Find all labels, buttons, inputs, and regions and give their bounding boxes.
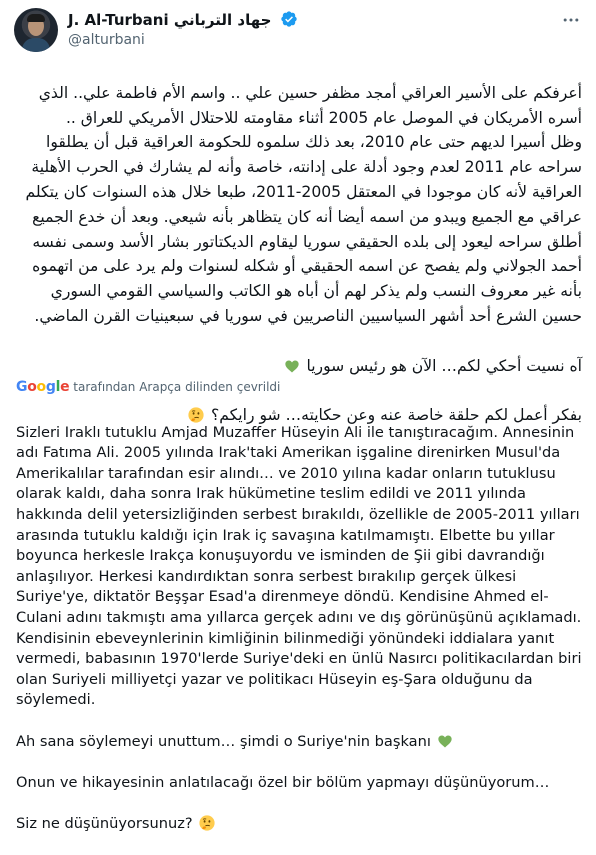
turkish-line-forgot <box>16 732 582 753</box>
avatar-hair <box>27 14 45 22</box>
turkish-line-forgot-text: Ah sana söylemeyi unuttum… şimdi o Suriye'nin başkanı <box>16 732 431 750</box>
google-logo: Google <box>16 379 70 395</box>
translation-label: tarafından Arapça dilinden çevrildi <box>73 380 281 394</box>
thinking-face-icon <box>199 815 215 831</box>
display-name-row[interactable] <box>68 10 298 29</box>
verified-badge-icon <box>280 10 298 28</box>
more-horizontal-icon[interactable] <box>560 10 582 28</box>
arabic-line-think-text: بفكر أعمل لكم حلقة خاصة عنه وعن حكايته… شو رايكم؟ <box>211 406 582 425</box>
turkish-line-episode: Onun ve hikayesinin anlatılacağı özel bir bölüm yapmayı düşünüyorum… <box>16 773 550 791</box>
user-handle[interactable]: @alturbani <box>68 32 145 48</box>
more-dots-icon <box>561 10 581 30</box>
green-heart-icon <box>285 360 299 373</box>
tweet-text-translation <box>16 402 582 855</box>
avatar[interactable] <box>14 8 58 52</box>
tweet-header <box>14 6 582 52</box>
turkish-line-think <box>16 814 582 835</box>
avatar-shirt <box>22 38 50 52</box>
translation-attribution[interactable] <box>16 379 280 395</box>
arabic-line-forgot <box>14 354 582 379</box>
green-heart-icon <box>438 735 452 748</box>
arabic-line-forgot-text: آه نسيت أحكي لكم… الآن هو رئيس سوريا <box>306 356 582 375</box>
turkish-paragraph: Sizleri Iraklı tutuklu Amjad Muzaffer Hüseyin Ali ile tanıştıracağım. Annesinin adı Fatıma Ali. 2005 yılında Irak'taki Amerikan işgaline direnirken Musul'da Amerikalılar tarafından esir alındı… ve 2010 yılına kadar onların tutuklusu olarak kaldı, daha sonra Irak hükümetine teslim edildi ve 2011 yılında hakkında delil yetersizliğinden serbest bırakıldı, özellikle de 2005-2011 yılları arasında tutuklu kaldığı için Irak iç savaşına katılmamıştı. Elbette bu yıllar boyunca herkesle Irakça konuşuyordu ve isminden de Şii gibi davrandığı anlaşılıyor. Herkesi kandırdıktan sonra serbest bırakılıp gerçek ülkesi Suriye'ye, diktatör Beşşar Esad'a direnmeye döndü. Kendisine Ahmed el-Culani adını takmıştı ama yıllarca gerçek adını ve dış görünüşünü açıklamadı. Kendisinin ebeveynlerinin kimliğinin bilinmediği yönündeki iddialara yanıt vermedi, babasının 1970'lerde Suriye'deki en ünlü Nasırcı politikacılardan biri olan Suriyeli milliyetçi yazar ve politikacı Hüseyin eş-Şara olduğunu da söylemedi. <box>16 423 582 709</box>
display-name[interactable]: J. Al-Turbani جهاد الترباني <box>68 11 272 29</box>
arabic-paragraph: أعرفكم على الأسير العراقي أمجد مظفر حسين علي .. واسم الأم فاطمة علي.. الذي أسره الأمريكان في الموصل عام 2005 أثناء مقاومته للاحتلال الأمريكي للعراق .. وظل أسيرا لديهم حتى عام 2010، بعد ذلك سلموه للحكومة العراقية قبل أن يطلقوا سراحه عام 2011 لعدم وجود أدلة على إدانته، خاصة وأنه لم يشارك في الحرب الأهلية العراقية لأنه كان موجودا في المعتقل 2005-2011، طبعا خلال هذه السنوات كان يتكلم عراقي مع الجميع ويبدو من اسمه أيضا أنه كان يتظاهر بأنه شيعي. وبعد أن خدع الجميع أطلق سراحه ليعود إلى بلده الحقيقي سوريا ليقاوم الديكتاتور بشار الأسد وسمى نفسه أحمد الجولاني ولم يفصح عن اسمه الحقيقي أو شكله لسنوات ولم يرد على من اتهموه بأنه غير معروف النسب ولم يذكر لهم أن أباه هو الكاتب والسياسي القومي السوري حسين الشرع أحد أشهر السياسيين الناصريين في سوريا في سبعينيات القرن الماضي. <box>25 83 582 325</box>
turkish-line-think-text: Siz ne düşünüyorsunuz? <box>16 814 193 832</box>
